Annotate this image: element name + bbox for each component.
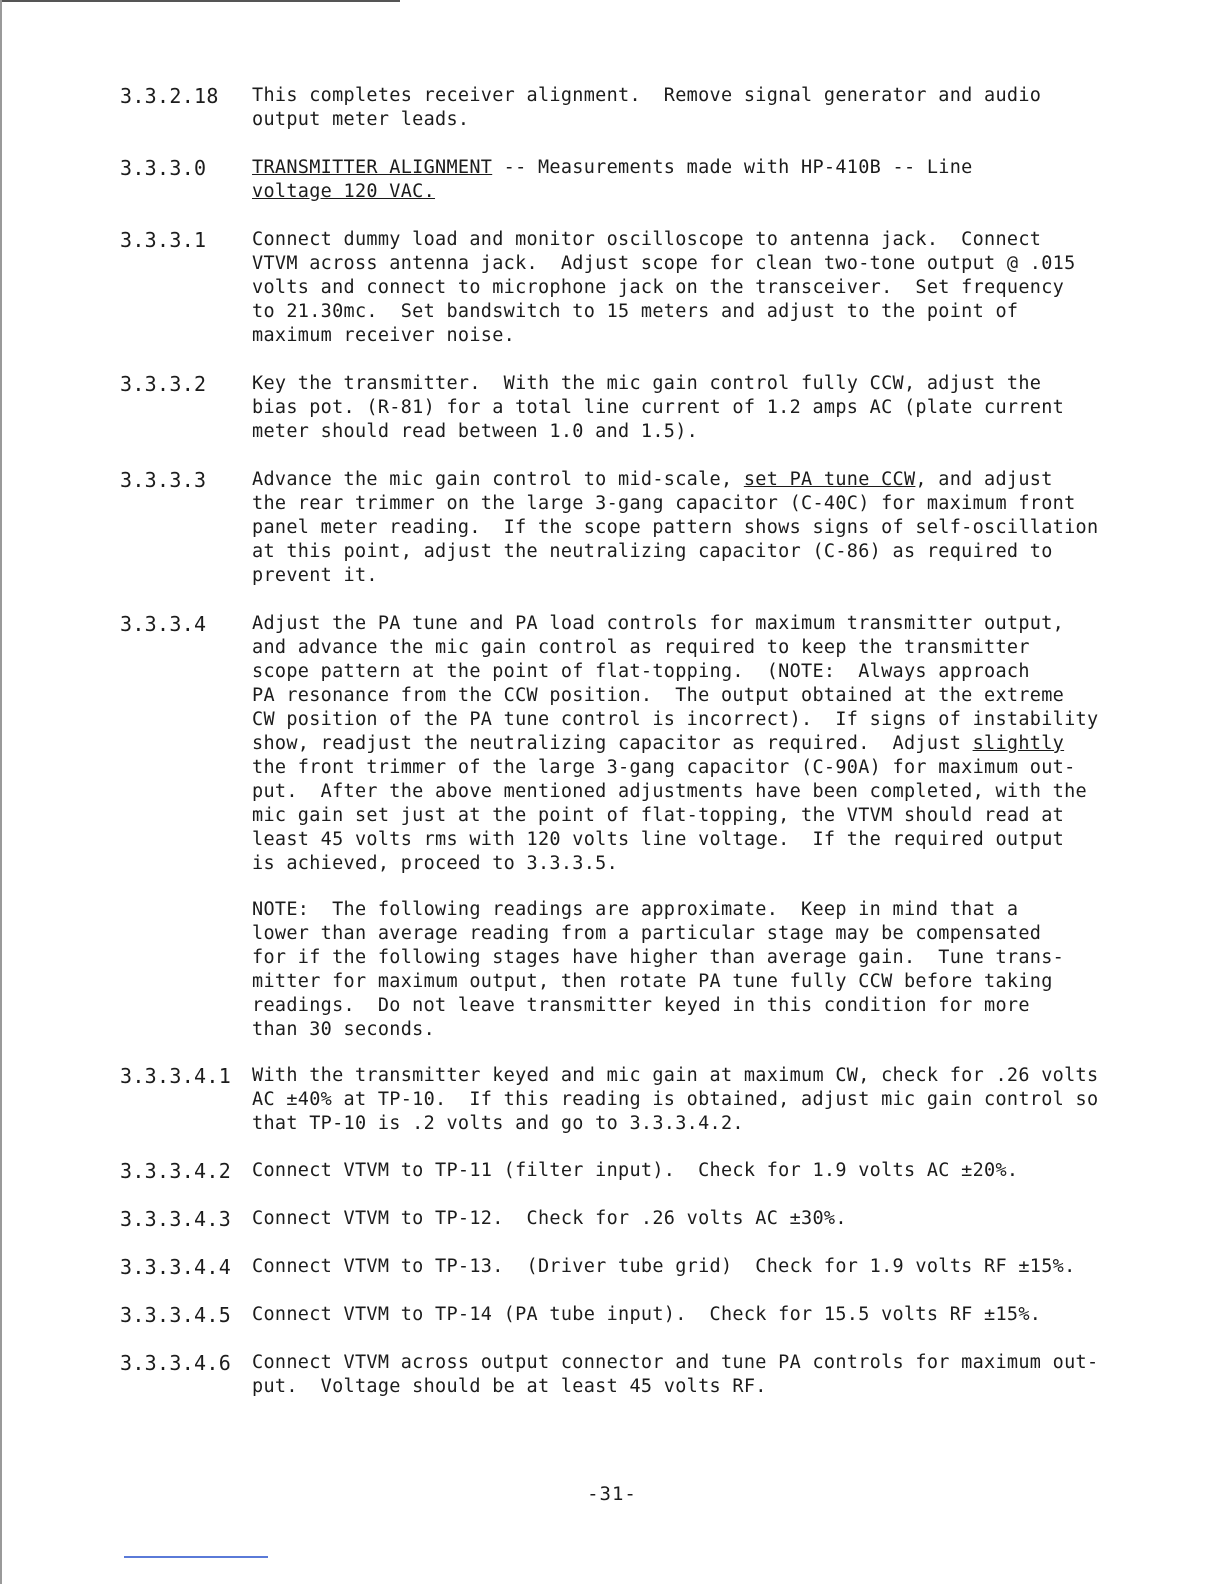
page-number: -31- — [587, 1483, 637, 1505]
step-3-3-3-4 — [120, 612, 1160, 876]
underlined-text: set PA tune CCW — [743, 469, 916, 490]
step-3-3-2-18 — [120, 84, 1160, 132]
text-part-a: Advance the mic gain control to mid-scale, — [252, 469, 744, 490]
step-3-3-3-3 — [120, 468, 1160, 588]
step-3-3-3-1 — [120, 228, 1160, 348]
step-3-3-3-4-2 — [120, 1159, 1160, 1183]
step-text: Connect VTVM to TP-12. Check for .26 volts AC ±30%. — [252, 1208, 847, 1229]
step-number: 3.3.3.4.1 — [120, 1064, 232, 1088]
step-3-3-3-4-5 — [120, 1303, 1160, 1327]
step-number: 3.3.3.1 — [120, 228, 207, 252]
step-text: Connect dummy load and monitor oscilloscope to antenna jack. Connect VTVM across antenna jack. Adjust scope for clean two-tone output @ .015 volts and connect to microphone jack on the transceiver. Set frequency to 21.30mc. Set bandswitch to 15 meters and adjust to the point of maximum receiver noise. — [252, 229, 1076, 346]
step-text — [252, 612, 1160, 876]
step-number: 3.3.3.4.3 — [120, 1207, 232, 1231]
step-3-3-3-0 — [120, 156, 1160, 204]
step-number: 3.3.3.4.5 — [120, 1303, 232, 1327]
step-number: 3.3.3.4.4 — [120, 1255, 232, 1279]
step-3-3-3-4-6 — [120, 1351, 1160, 1399]
step-3-3-3-4-3 — [120, 1207, 1160, 1231]
step-number: 3.3.3.3 — [120, 468, 207, 492]
step-number: 3.3.3.4 — [120, 612, 207, 636]
step-text: This completes receiver alignment. Remove signal generator and audio output meter leads. — [252, 85, 1042, 130]
text-part-b: the front trimmer of the large 3-gang capacitor (C-90A) for maximum out- put. After the above mentioned adjustments have been completed, with the mic gain set just at the point of flat-topping, the VTVM should read at least 45 volts rms with 120 volts line voltage. If the required output is achieved, proceed to 3.3.3.5. — [252, 757, 1087, 874]
step-text: Connect VTVM to TP-14 (PA tube input). Check for 15.5 volts RF ±15%. — [252, 1304, 1042, 1325]
step-3-3-3-2 — [120, 372, 1160, 444]
heading-description: -- Measurements made with HP-410B -- Line — [503, 157, 973, 178]
step-text: Connect VTVM to TP-11 (filter input). Check for 1.9 volts AC ±20%. — [252, 1160, 1019, 1181]
step-3-3-3-4-4 — [120, 1255, 1160, 1279]
step-text — [252, 156, 1160, 204]
step-text: Connect VTVM across output connector and tune PA controls for maximum out- put. Voltage should be at least 45 volts RF. — [252, 1352, 1099, 1397]
bottom-edge-rule — [124, 1556, 268, 1558]
step-number: 3.3.2.18 — [120, 84, 219, 108]
step-text — [252, 468, 1160, 588]
top-edge-rule — [0, 0, 400, 2]
step-number: 3.3.3.0 — [120, 156, 207, 180]
step-number: 3.3.3.4.2 — [120, 1159, 232, 1183]
step-text: Key the transmitter. With the mic gain control fully CCW, adjust the bias pot. (R-81) for a total line current of 1.2 amps AC (plate current meter should read between 1.0 and 1.5). — [252, 373, 1065, 442]
section-heading-continued: voltage 120 VAC. — [252, 181, 436, 202]
step-number: 3.3.3.2 — [120, 372, 207, 396]
step-number: 3.3.3.4.6 — [120, 1351, 232, 1375]
readings-note: NOTE: The following readings are approximate. Keep in mind that a lower than average reading from a particular stage may be compensated for if the following stages have higher than average gain. Tune trans- mitter for maximum output, then rotate PA tune fully CCW before taking readings. Do not leave transmitter keyed in this condition for more than 30 seconds. — [252, 899, 1065, 1040]
step-3-3-3-4-1 — [120, 1064, 1160, 1136]
text-part-a: Adjust the PA tune and PA load controls for maximum transmitter output, and advance the mic gain control as required to keep the transmitter scope pattern at the point of flat-topping. (NOTE: Always approach PA resonance from the CCW position. The output obtained at the extreme CW position of the PA tune control is incorrect). If signs of instability show, readjust the neutralizing capacitor as required. Adjust — [252, 613, 1099, 754]
step-text: Connect VTVM to TP-13. (Driver tube grid) Check for 1.9 volts RF ±15%. — [252, 1256, 1076, 1277]
text-part-b: , and adjust the rear trimmer on the large 3-gang capacitor (C-40C) for maximum front panel meter reading. If the scope pattern shows signs of self-oscillation at this point, adjust the neutralizing capacitor (C-86) as required to prevent it. — [252, 469, 1099, 586]
step-text: With the transmitter keyed and mic gain at maximum CW, check for .26 volts AC ±40% at TP-10. If this reading is obtained, adjust mic gain control so that TP-10 is .2 volts and go to 3.3.3.4.2. — [252, 1065, 1099, 1134]
section-heading: TRANSMITTER ALIGNMENT — [252, 157, 493, 178]
underlined-text: slightly — [972, 733, 1065, 754]
left-scan-edge — [0, 0, 2, 1584]
